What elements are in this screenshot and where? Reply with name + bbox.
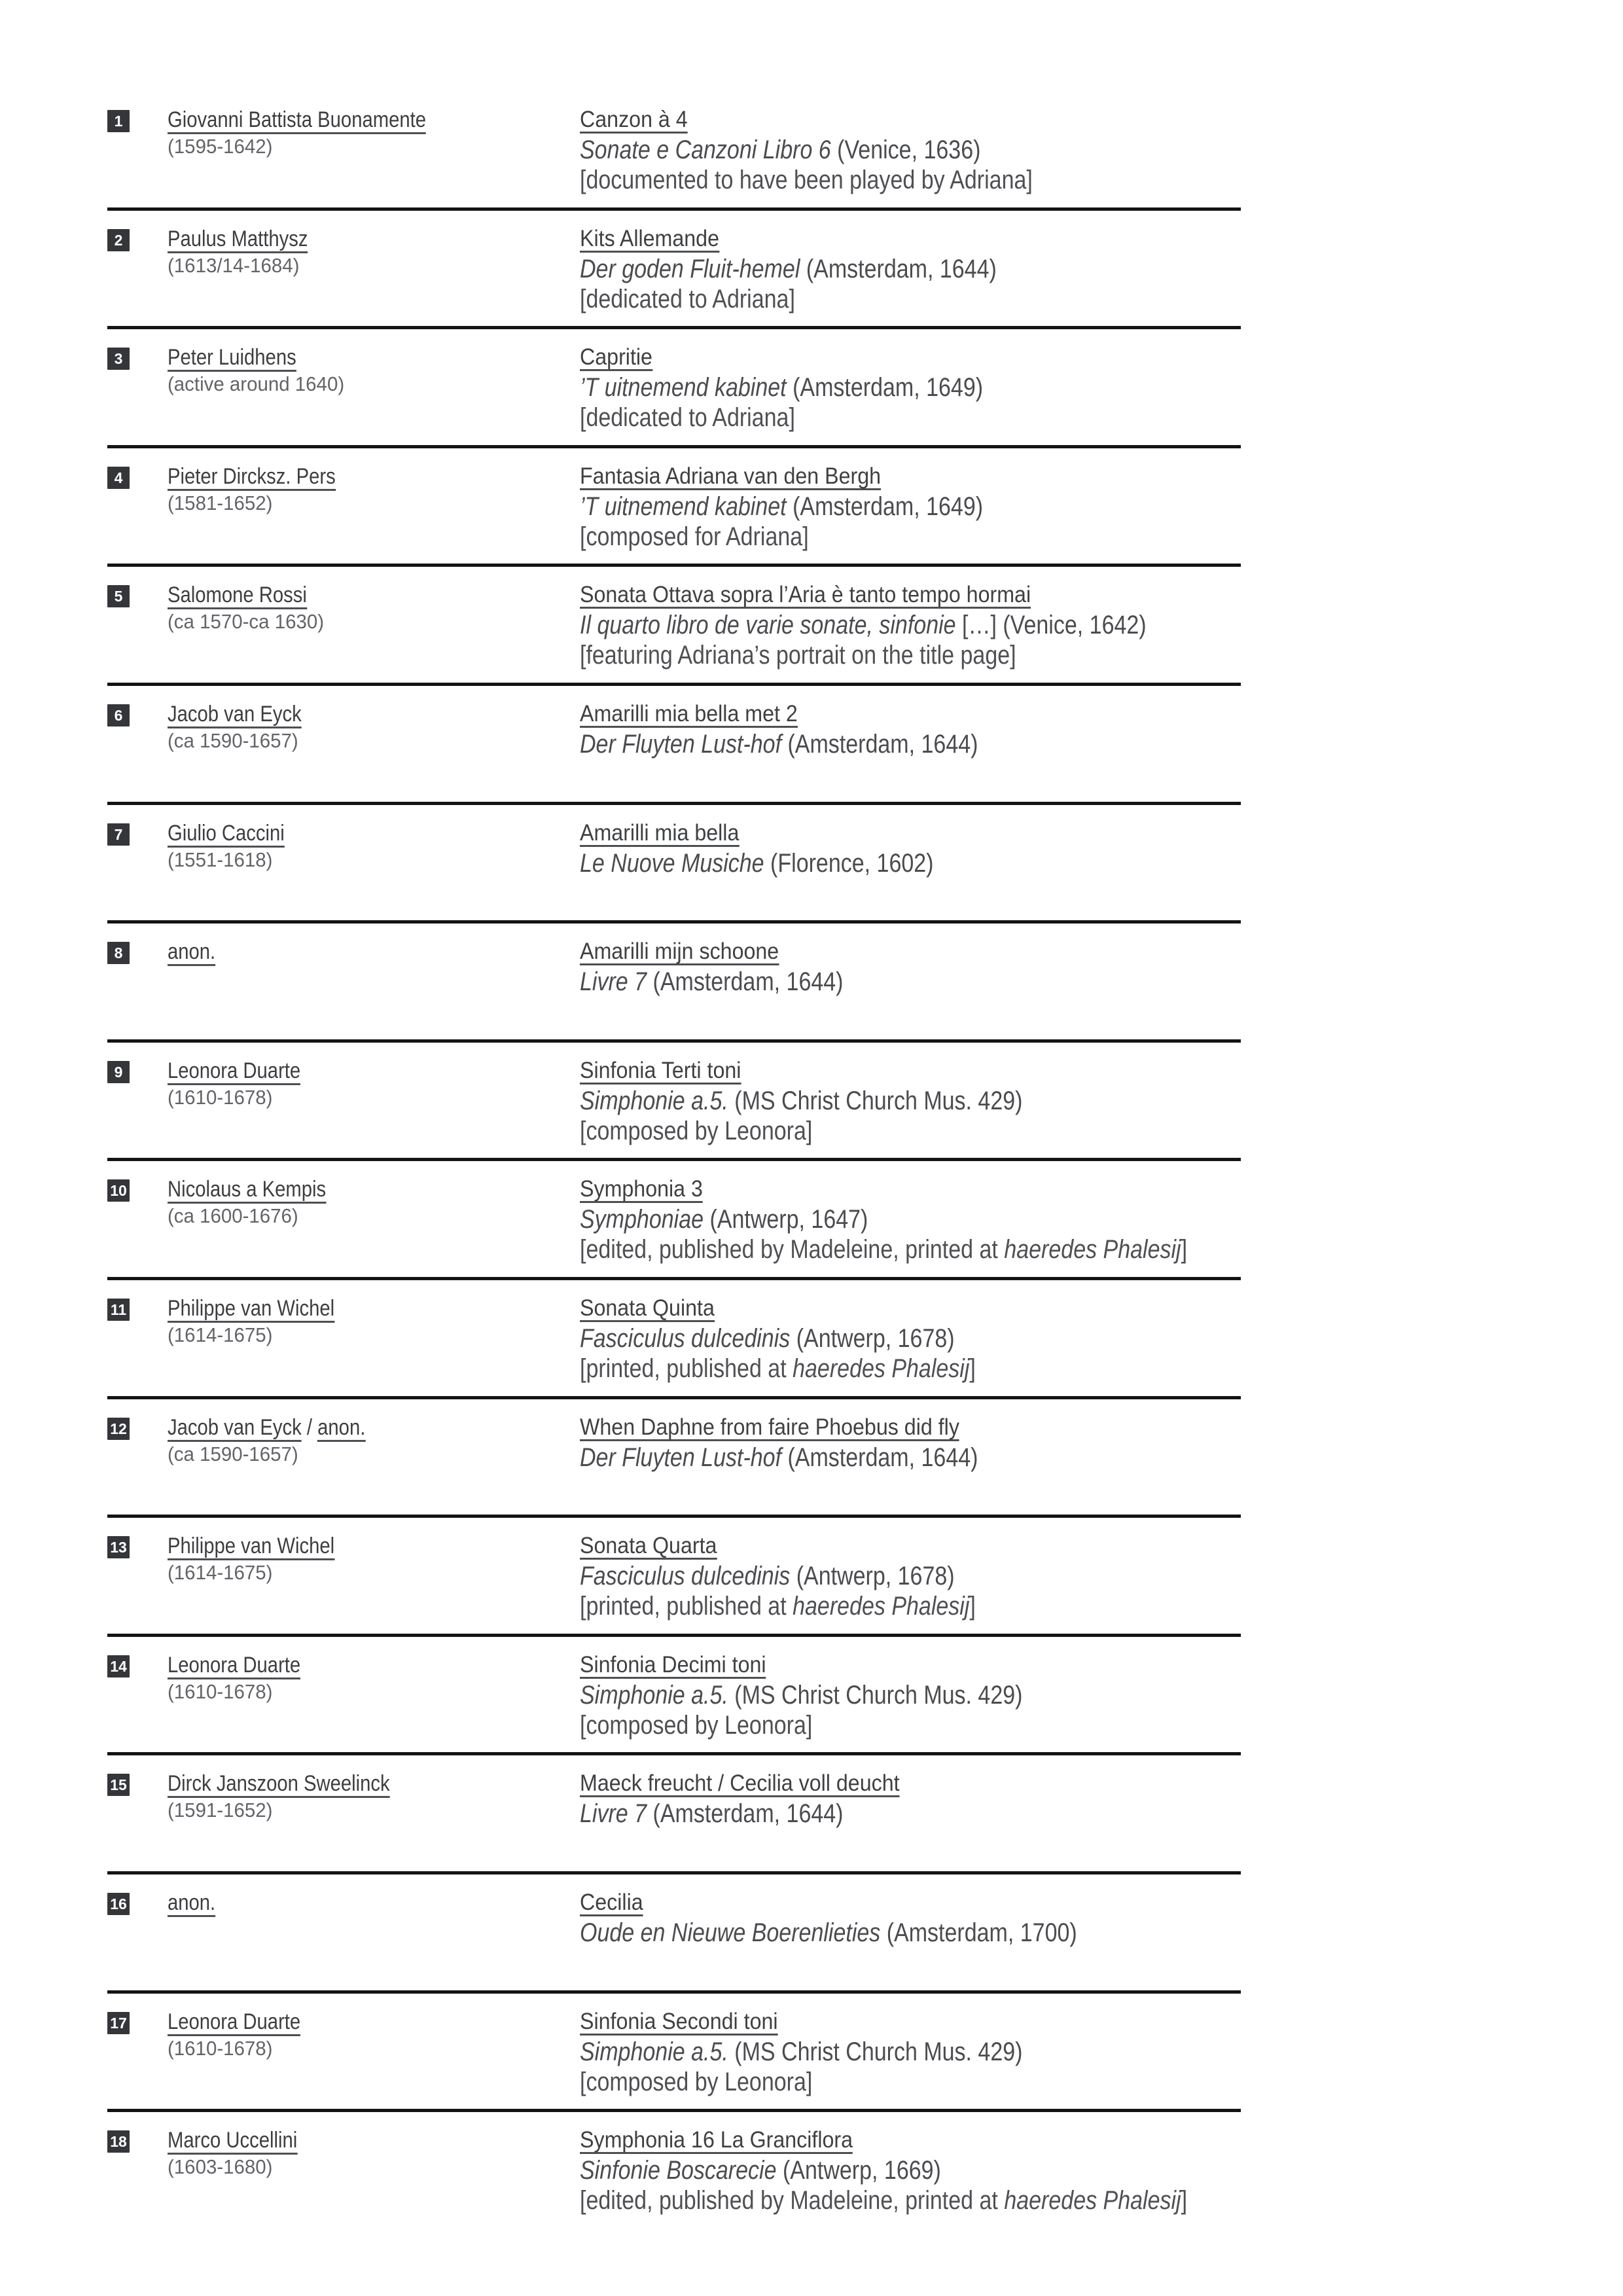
work-note xyxy=(580,2067,1241,2097)
text-segment: (Amsterdam, 1644) xyxy=(781,1443,978,1472)
work-column xyxy=(580,1534,1241,1621)
text-segment: Philippe van Wichel xyxy=(168,1534,334,1560)
work-note xyxy=(580,1234,1241,1265)
text-segment: haeredes Phalesij xyxy=(793,1354,970,1383)
text-segment: (Venice, 1636) xyxy=(830,135,981,164)
composer-dates: (1591-1652) xyxy=(168,1799,273,1822)
composer-name xyxy=(168,1891,580,1914)
composer-dates: (ca 1570-ca 1630) xyxy=(168,610,325,634)
work-title: Capritie xyxy=(580,344,652,370)
composer-name xyxy=(168,2128,580,2152)
text-segment: Simphonie a.5. xyxy=(580,1680,728,1710)
work-column xyxy=(580,702,1241,759)
work-title: Cecilia xyxy=(580,1889,643,1915)
work-source xyxy=(580,1443,1241,1473)
composer-dates: (1610-1678) xyxy=(168,2036,273,2060)
composer-name xyxy=(168,583,580,607)
text-segment: (MS Christ Church Mus. 429) xyxy=(728,1086,1023,1115)
work-title: Sonata Ottava sopra l’Aria è tanto tempo hormai xyxy=(580,582,1031,608)
text-segment: Leonora Duarte xyxy=(168,1653,300,1679)
work-note xyxy=(580,403,1241,433)
composer-column xyxy=(168,1416,580,1465)
text-segment: Marco Uccellini xyxy=(168,2128,297,2155)
composer-column xyxy=(168,465,580,514)
work-column xyxy=(580,1891,1241,1948)
text-segment: [composed by Leonora] xyxy=(580,2067,813,2096)
text-segment: Pieter Dircksz. Pers xyxy=(168,464,336,491)
composer-column xyxy=(168,940,580,963)
text-segment: [documented to have been played by Adriana] xyxy=(580,166,1033,194)
text-segment: Sinfonie Boscarecie xyxy=(580,2156,777,2185)
work-source xyxy=(580,1918,1241,1948)
composer-column xyxy=(168,583,580,633)
work-title: Canzon à 4 xyxy=(580,107,688,132)
work-source xyxy=(580,967,1241,997)
entry-number-badge: 1 xyxy=(107,110,130,132)
text-segment: [printed, published at xyxy=(580,1592,793,1621)
work-column xyxy=(580,108,1241,195)
text-segment: haeredes Phalesij xyxy=(793,1592,970,1621)
composer-column xyxy=(168,227,580,277)
program-entry xyxy=(107,683,1241,802)
text-segment: Dirck Janszoon Sweelinck xyxy=(168,1771,390,1798)
work-title: Kits Allemande xyxy=(580,225,720,251)
composer-name xyxy=(168,227,580,251)
text-segment: haeredes Phalesij xyxy=(1004,1235,1181,1265)
work-source xyxy=(580,1561,1241,1591)
entry-number-badge: 9 xyxy=(107,1061,130,1083)
composer-dates: (1551-1618) xyxy=(168,848,273,871)
program-entry xyxy=(107,1158,1241,1277)
program-entry xyxy=(107,326,1241,445)
text-segment: Der Fluyten Lust-hof xyxy=(580,1443,782,1472)
work-title: Symphonia 3 xyxy=(580,1176,703,1202)
text-segment: / xyxy=(301,1414,318,1440)
composer-column xyxy=(168,1059,580,1109)
work-title: Symphonia 16 La Granciflora xyxy=(580,2127,853,2153)
text-segment: (Amsterdam, 1644) xyxy=(647,967,844,997)
text-segment: Philippe van Wichel xyxy=(168,1296,334,1323)
text-segment: (Antwerp, 1678) xyxy=(790,1323,955,1353)
work-column xyxy=(580,1416,1241,1473)
program-entry xyxy=(107,1515,1241,1634)
work-column xyxy=(580,1059,1241,1146)
work-source xyxy=(580,2037,1241,2067)
text-segment: Paulus Matthysz xyxy=(168,226,308,253)
program-entry xyxy=(107,207,1241,327)
composer-dates: (ca 1600-1676) xyxy=(168,1204,298,1228)
work-note xyxy=(580,165,1241,195)
composer-name xyxy=(168,940,580,963)
text-segment: ] xyxy=(969,1592,976,1621)
work-title: Sinfonia Decimi toni xyxy=(580,1651,766,1677)
work-column xyxy=(580,940,1241,997)
entry-number-badge: 8 xyxy=(107,942,130,964)
text-segment: Livre 7 xyxy=(580,967,647,997)
entry-number-badge: 7 xyxy=(107,823,130,846)
text-segment: Oude en Nieuwe Boerenlieties xyxy=(580,1918,881,1947)
work-title: Sonata Quinta xyxy=(580,1295,715,1321)
work-source xyxy=(580,848,1241,878)
program-entry xyxy=(107,1039,1241,1158)
program-entry xyxy=(107,564,1241,683)
composer-column xyxy=(168,108,580,158)
work-source xyxy=(580,135,1241,165)
work-column xyxy=(580,583,1241,670)
program-entry xyxy=(107,1752,1241,1871)
text-segment: Leonora Duarte xyxy=(168,2009,300,2036)
text-segment: (MS Christ Church Mus. 429) xyxy=(728,2037,1023,2066)
text-segment: anon. xyxy=(317,1415,365,1442)
program-entry xyxy=(107,802,1241,921)
program-entry xyxy=(107,1871,1241,1990)
work-title: Sinfonia Secondi toni xyxy=(580,2008,778,2034)
composer-name xyxy=(168,1177,580,1201)
program-entry xyxy=(107,1396,1241,1515)
program-entry xyxy=(107,1277,1241,1396)
text-segment: Leonora Duarte xyxy=(168,1058,300,1085)
entry-number-badge: 11 xyxy=(107,1299,130,1321)
composer-name xyxy=(168,465,580,488)
composer-column xyxy=(168,1653,580,1703)
text-segment: [dedicated to Adriana] xyxy=(580,284,795,314)
text-segment: Salomone Rossi xyxy=(168,583,307,609)
text-segment: ] xyxy=(969,1354,976,1383)
composer-dates: (1614-1675) xyxy=(168,1323,273,1346)
text-segment: Giovanni Battista Buonamente xyxy=(168,107,426,134)
work-note xyxy=(580,2185,1241,2215)
entry-number-badge: 17 xyxy=(107,2012,130,2034)
work-source xyxy=(580,1204,1241,1234)
composer-dates: (1613/14-1684) xyxy=(168,253,300,277)
text-segment: ’T uitnemend kabinet xyxy=(580,373,787,403)
composer-name xyxy=(168,1416,580,1439)
text-segment: ] xyxy=(1181,1235,1188,1265)
entry-number-badge: 3 xyxy=(107,348,130,370)
entry-number-badge: 2 xyxy=(107,229,130,251)
text-segment: [edited, published by Madeleine, printed at xyxy=(580,2186,1005,2215)
text-segment: [featuring Adriana’s portrait on the title page] xyxy=(580,641,1016,670)
composer-column xyxy=(168,1297,580,1346)
text-segment: anon. xyxy=(168,939,215,966)
work-column xyxy=(580,1297,1241,1384)
text-segment: Il quarto libro de varie sonate, sinfonie xyxy=(580,611,956,640)
work-source xyxy=(580,1086,1241,1116)
composer-dates: (ca 1590-1657) xyxy=(168,1442,298,1465)
composer-dates: (1610-1678) xyxy=(168,1085,273,1109)
work-column xyxy=(580,1772,1241,1829)
program-entry xyxy=(107,1990,1241,2109)
text-segment: [composed by Leonora] xyxy=(580,1116,813,1145)
work-source xyxy=(580,492,1241,522)
text-segment: Der Fluyten Lust-hof xyxy=(580,729,782,759)
entry-number-badge: 4 xyxy=(107,467,130,489)
text-segment: […] (Venice, 1642) xyxy=(955,611,1147,640)
work-source xyxy=(580,1323,1241,1354)
work-title: When Daphne from faire Phoebus did fly xyxy=(580,1414,959,1440)
composer-column xyxy=(168,1891,580,1914)
composer-name xyxy=(168,346,580,369)
work-title: Maeck freucht / Cecilia voll deucht xyxy=(580,1770,900,1797)
composer-column xyxy=(168,1534,580,1584)
text-segment: Jacob van Eyck xyxy=(168,1415,302,1442)
program-entry xyxy=(107,445,1241,564)
composer-name xyxy=(168,821,580,845)
text-segment: (Amsterdam, 1649) xyxy=(786,492,984,521)
composer-name xyxy=(168,1059,580,1083)
composer-column xyxy=(168,2128,580,2178)
work-column xyxy=(580,346,1241,433)
composer-dates: (ca 1590-1657) xyxy=(168,728,298,752)
text-segment: (Amsterdam, 1649) xyxy=(786,373,984,403)
work-column xyxy=(580,465,1241,552)
entry-number-badge: 13 xyxy=(107,1536,130,1558)
work-note xyxy=(580,640,1241,670)
text-segment: [composed by Leonora] xyxy=(580,1710,813,1740)
composer-name xyxy=(168,108,580,132)
text-segment: [composed for Adriana] xyxy=(580,522,809,551)
text-segment: Le Nuove Musiche xyxy=(580,848,764,878)
text-segment: [dedicated to Adriana] xyxy=(580,403,795,433)
text-segment: Fasciculus dulcedinis xyxy=(580,1323,791,1353)
text-segment: anon. xyxy=(168,1890,215,1917)
work-note xyxy=(580,1354,1241,1384)
work-source xyxy=(580,610,1241,640)
entry-number-badge: 12 xyxy=(107,1418,130,1440)
composer-dates: (1614-1675) xyxy=(168,1561,273,1585)
composer-column xyxy=(168,2010,580,2060)
text-segment: (Antwerp, 1647) xyxy=(704,1205,868,1234)
work-title: Amarilli mia bella met 2 xyxy=(580,700,798,726)
composer-name xyxy=(168,1653,580,1677)
composer-dates: (1603-1680) xyxy=(168,2155,273,2179)
text-segment: Fasciculus dulcedinis xyxy=(580,1562,791,1591)
composer-dates: (1610-1678) xyxy=(168,1679,273,1703)
work-column xyxy=(580,2128,1241,2215)
work-source xyxy=(580,2155,1241,2185)
text-segment: (Amsterdam, 1700) xyxy=(880,1918,1077,1947)
text-segment: Simphonie a.5. xyxy=(580,2037,728,2066)
composer-dates: (active around 1640) xyxy=(168,372,345,396)
work-source xyxy=(580,254,1241,284)
text-segment: Sonate e Canzoni Libro 6 xyxy=(580,135,831,164)
program-entry xyxy=(107,2109,1241,2228)
text-segment: Nicolaus a Kempis xyxy=(168,1177,326,1204)
text-segment: haeredes Phalesij xyxy=(1004,2186,1181,2215)
composer-column xyxy=(168,821,580,871)
composer-column xyxy=(168,346,580,395)
text-segment: Der goden Fluit-hemel xyxy=(580,254,800,283)
work-source xyxy=(580,1680,1241,1710)
text-segment: Peter Luidhens xyxy=(168,345,296,372)
work-title: Sinfonia Terti toni xyxy=(580,1057,741,1083)
text-segment: (MS Christ Church Mus. 429) xyxy=(728,1680,1023,1710)
work-source xyxy=(580,729,1241,759)
work-note xyxy=(580,1710,1241,1740)
composer-name xyxy=(168,1534,580,1558)
work-note xyxy=(580,1591,1241,1621)
work-column xyxy=(580,1653,1241,1740)
work-source xyxy=(580,1799,1241,1829)
work-source xyxy=(580,372,1241,403)
composer-name xyxy=(168,1772,580,1795)
composer-column xyxy=(168,1177,580,1227)
text-segment: Jacob van Eyck xyxy=(168,702,302,728)
text-segment: (Florence, 1602) xyxy=(764,848,934,878)
text-segment: [edited, published by Madeleine, printed at xyxy=(580,1235,1005,1265)
text-segment: Giulio Caccini xyxy=(168,821,285,848)
entry-number-badge: 5 xyxy=(107,585,130,607)
text-segment: (Amsterdam, 1644) xyxy=(800,254,997,283)
text-segment: (Antwerp, 1669) xyxy=(776,2156,941,2185)
text-segment: (Amsterdam, 1644) xyxy=(781,729,978,759)
composer-dates: (1581-1652) xyxy=(168,491,273,514)
work-column xyxy=(580,1177,1241,1265)
composer-name xyxy=(168,702,580,726)
text-segment: Simphonie a.5. xyxy=(580,1086,728,1115)
work-title: Amarilli mijn schoone xyxy=(580,939,779,965)
program-entry xyxy=(107,920,1241,1039)
work-note xyxy=(580,522,1241,552)
text-segment: ] xyxy=(1181,2186,1188,2215)
entry-number-badge: 18 xyxy=(107,2130,130,2153)
program-list xyxy=(107,88,1241,2228)
text-segment: Livre 7 xyxy=(580,1799,647,1829)
program-entry xyxy=(107,1634,1241,1753)
work-column xyxy=(580,2010,1241,2097)
composer-column xyxy=(168,1772,580,1821)
composer-column xyxy=(168,702,580,752)
entry-number-badge: 10 xyxy=(107,1179,130,1202)
entry-number-badge: 14 xyxy=(107,1655,130,1677)
entry-number-badge: 16 xyxy=(107,1893,130,1915)
text-segment: ’T uitnemend kabinet xyxy=(580,492,787,521)
work-title: Sonata Quarta xyxy=(580,1533,717,1559)
program-entry xyxy=(107,88,1241,207)
work-note xyxy=(580,284,1241,314)
work-column xyxy=(580,821,1241,878)
text-segment: (Antwerp, 1678) xyxy=(790,1562,955,1591)
work-note xyxy=(580,1116,1241,1146)
composer-name xyxy=(168,2010,580,2034)
text-segment: [printed, published at xyxy=(580,1354,793,1383)
text-segment: Symphoniae xyxy=(580,1205,704,1234)
work-title: Amarilli mia bella xyxy=(580,819,740,846)
text-segment: (Amsterdam, 1644) xyxy=(647,1799,844,1829)
work-title: Fantasia Adriana van den Bergh xyxy=(580,463,882,489)
entry-number-badge: 6 xyxy=(107,704,130,726)
composer-dates: (1595-1642) xyxy=(168,135,273,158)
composer-name xyxy=(168,1297,580,1320)
entry-number-badge: 15 xyxy=(107,1774,130,1796)
work-column xyxy=(580,227,1241,314)
